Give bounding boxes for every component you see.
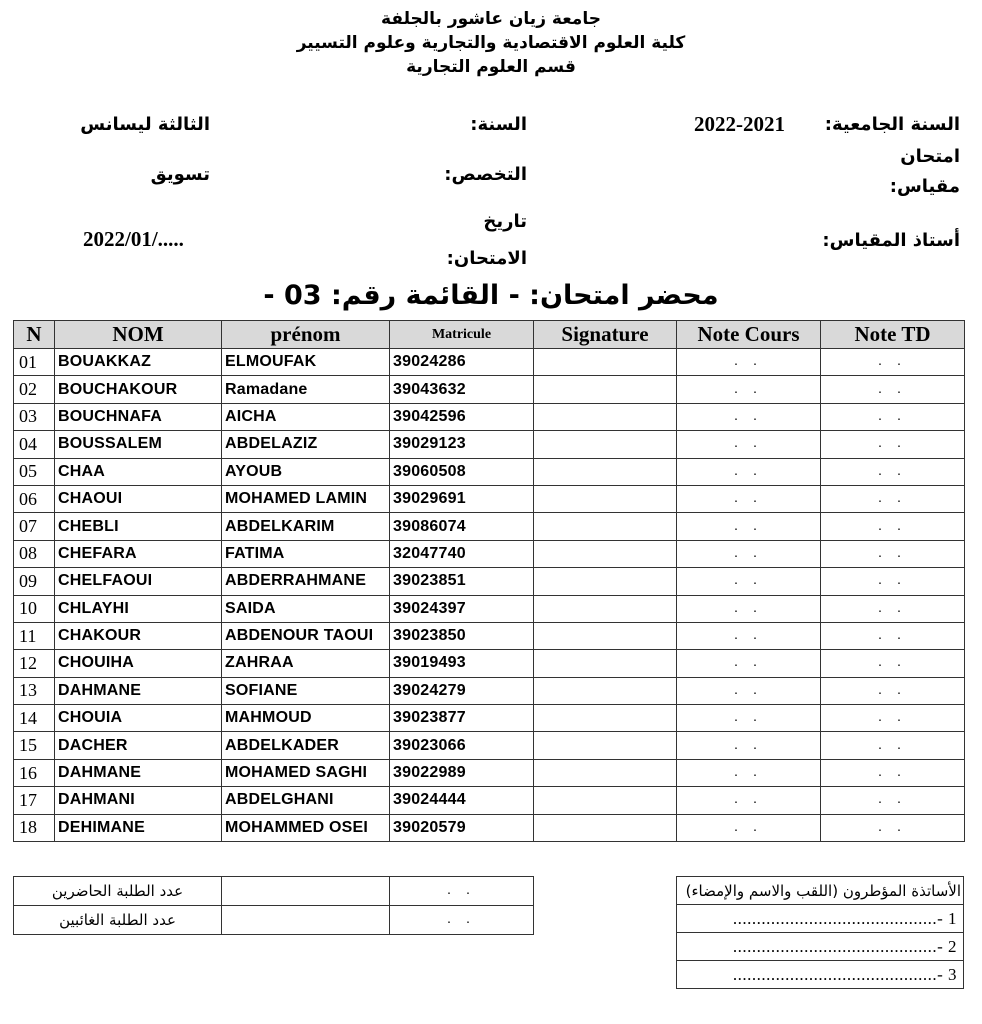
header-matricule: Matricule — [390, 321, 534, 349]
table-row — [14, 349, 965, 376]
student-first-name: SOFIANE — [222, 677, 390, 704]
note-cours-field[interactable]: . . — [677, 622, 821, 649]
student-matricule: 39043632 — [390, 376, 534, 403]
absent-count-field[interactable] — [222, 906, 390, 935]
student-matricule: 39023877 — [390, 705, 534, 732]
table-row — [14, 814, 965, 841]
header-note-td: Note TD — [821, 321, 965, 349]
exam-date-value: 2022/01/..... — [83, 227, 184, 251]
note-cours-field[interactable]: . . — [677, 540, 821, 567]
row-number: 04 — [14, 431, 55, 458]
note-td-field[interactable]: . . — [821, 787, 965, 814]
specialty-value: تسويق — [150, 164, 210, 185]
department-name: قسم العلوم التجارية — [406, 57, 576, 77]
row-number: 08 — [14, 540, 55, 567]
student-matricule: 39060508 — [390, 458, 534, 485]
note-td-field[interactable]: . . — [821, 622, 965, 649]
note-td-field[interactable]: . . — [821, 513, 965, 540]
table-row — [14, 650, 965, 677]
signature-field[interactable] — [534, 403, 677, 430]
present-label: عدد الطلبة الحاضرين — [14, 877, 222, 906]
header-nom: NOM — [55, 321, 222, 349]
note-cours-field[interactable]: . . — [677, 705, 821, 732]
row-number: 01 — [14, 349, 55, 376]
signature-field[interactable] — [534, 376, 677, 403]
note-td-field[interactable]: . . — [821, 376, 965, 403]
signature-field[interactable] — [534, 814, 677, 841]
signature-field[interactable] — [534, 759, 677, 786]
exam-date-label-line1: تاريخ — [483, 211, 527, 232]
header-n: N — [14, 321, 55, 349]
note-td-field[interactable]: . . — [821, 485, 965, 512]
student-last-name: BOUCHNAFA — [55, 403, 222, 430]
student-first-name: ABDERRAHMANE — [222, 568, 390, 595]
note-td-field[interactable]: . . — [821, 403, 965, 430]
signature-field[interactable] — [534, 595, 677, 622]
student-first-name: FATIMA — [222, 540, 390, 567]
table-row — [14, 677, 965, 704]
note-td-field[interactable]: . . — [821, 595, 965, 622]
note-cours-field[interactable]: . . — [677, 431, 821, 458]
table-row — [14, 568, 965, 595]
row-number: 15 — [14, 732, 55, 759]
note-cours-field[interactable]: . . — [677, 403, 821, 430]
student-first-name: ABDELGHANI — [222, 787, 390, 814]
module-exam-label-line1: امتحان — [900, 146, 960, 167]
student-last-name: DAHMANE — [55, 759, 222, 786]
table-row — [14, 431, 965, 458]
year-value: الثالثة ليسانس — [80, 114, 210, 135]
supervisor-line-1[interactable]: ...........................................- 1 — [677, 905, 964, 933]
table-row — [14, 622, 965, 649]
note-cours-field[interactable]: . . — [677, 732, 821, 759]
exam-date-label-line2: الامتحان: — [446, 248, 527, 269]
note-td-field[interactable]: . . — [821, 759, 965, 786]
table-row — [14, 787, 965, 814]
student-first-name: ABDELKADER — [222, 732, 390, 759]
module-exam-label-line2: مقياس: — [889, 176, 960, 197]
student-matricule: 39024279 — [390, 677, 534, 704]
row-number: 12 — [14, 650, 55, 677]
present-count-field[interactable] — [222, 877, 390, 906]
note-cours-field[interactable]: . . — [677, 513, 821, 540]
student-last-name: DAHMANE — [55, 677, 222, 704]
note-cours-field[interactable]: . . — [677, 568, 821, 595]
student-last-name: CHOUIHA — [55, 650, 222, 677]
row-number: 05 — [14, 458, 55, 485]
header-prenom: prénom — [222, 321, 390, 349]
document-title: محضر امتحان: - القائمة رقم: 03 - — [263, 280, 719, 311]
student-last-name: DACHER — [55, 732, 222, 759]
student-last-name: CHEFARA — [55, 540, 222, 567]
student-first-name: MOHAMMED OSEI — [222, 814, 390, 841]
student-matricule: 39029691 — [390, 485, 534, 512]
row-number: 03 — [14, 403, 55, 430]
supervisors-table — [676, 876, 964, 989]
row-number: 07 — [14, 513, 55, 540]
note-cours-field[interactable]: . . — [677, 759, 821, 786]
student-first-name: MAHMOUD — [222, 705, 390, 732]
signature-field[interactable] — [534, 732, 677, 759]
note-td-field[interactable]: . . — [821, 458, 965, 485]
student-matricule: 39022989 — [390, 759, 534, 786]
signature-field[interactable] — [534, 540, 677, 567]
note-td-field[interactable]: . . — [821, 677, 965, 704]
student-matricule: 39024286 — [390, 349, 534, 376]
student-first-name: MOHAMED LAMIN — [222, 485, 390, 512]
student-first-name: MOHAMED SAGHI — [222, 759, 390, 786]
student-matricule: 39020579 — [390, 814, 534, 841]
student-matricule: 39086074 — [390, 513, 534, 540]
note-td-field[interactable]: . . — [821, 431, 965, 458]
student-last-name: CHEBLI — [55, 513, 222, 540]
note-cours-field[interactable]: . . — [677, 349, 821, 376]
table-row — [14, 595, 965, 622]
note-cours-field[interactable]: . . — [677, 376, 821, 403]
table-row — [14, 705, 965, 732]
student-last-name: CHAOUI — [55, 485, 222, 512]
student-first-name: SAIDA — [222, 595, 390, 622]
present-dots: . . — [390, 877, 534, 906]
signature-field[interactable] — [534, 431, 677, 458]
note-cours-field[interactable]: . . — [677, 677, 821, 704]
table-row — [14, 403, 965, 430]
note-td-field[interactable]: . . — [821, 732, 965, 759]
student-last-name: DEHIMANE — [55, 814, 222, 841]
specialty-label: التخصص: — [444, 164, 527, 185]
note-cours-field[interactable]: . . — [677, 595, 821, 622]
note-cours-field[interactable]: . . — [677, 814, 821, 841]
note-cours-field[interactable]: . . — [677, 485, 821, 512]
student-first-name: AYOUB — [222, 458, 390, 485]
signature-field[interactable] — [534, 458, 677, 485]
absent-dots: . . — [390, 906, 534, 935]
student-first-name: ABDENOUR TAOUI — [222, 622, 390, 649]
student-last-name: CHOUIA — [55, 705, 222, 732]
row-number: 10 — [14, 595, 55, 622]
signature-field[interactable] — [534, 568, 677, 595]
student-table — [13, 320, 965, 842]
student-matricule: 39023066 — [390, 732, 534, 759]
row-number: 02 — [14, 376, 55, 403]
academic-year-label: السنة الجامعية: — [824, 114, 960, 135]
table-row — [14, 540, 965, 567]
academic-year-value: 2022-2021 — [694, 112, 785, 136]
student-matricule: 39042596 — [390, 403, 534, 430]
table-row — [14, 732, 965, 759]
signature-field[interactable] — [534, 650, 677, 677]
student-last-name: BOUCHAKOUR — [55, 376, 222, 403]
student-last-name: DAHMANI — [55, 787, 222, 814]
signature-field[interactable] — [534, 677, 677, 704]
professor-label: أستاذ المقياس: — [822, 230, 960, 251]
supervisor-line-3[interactable]: ...........................................- 3 — [677, 961, 964, 989]
note-td-field[interactable]: . . — [821, 540, 965, 567]
note-td-field[interactable]: . . — [821, 705, 965, 732]
faculty-name: كلية العلوم الاقتصادية والتجارية وعلوم التسيير — [296, 33, 686, 53]
student-first-name: AICHA — [222, 403, 390, 430]
note-td-field[interactable]: . . — [821, 650, 965, 677]
student-matricule: 39024444 — [390, 787, 534, 814]
row-number: 18 — [14, 814, 55, 841]
note-td-field[interactable]: . . — [821, 568, 965, 595]
student-first-name: ABDELKARIM — [222, 513, 390, 540]
student-matricule: 39029123 — [390, 431, 534, 458]
student-first-name: ABDELAZIZ — [222, 431, 390, 458]
signature-field[interactable] — [534, 705, 677, 732]
student-last-name: CHELFAOUI — [55, 568, 222, 595]
student-first-name: ZAHRAA — [222, 650, 390, 677]
supervisor-line-2[interactable]: ...........................................- 2 — [677, 933, 964, 961]
table-header-row — [14, 321, 965, 349]
row-number: 06 — [14, 485, 55, 512]
student-first-name: Ramadane — [222, 376, 390, 403]
note-td-field[interactable]: . . — [821, 349, 965, 376]
student-last-name: CHAKOUR — [55, 622, 222, 649]
attendance-summary-table — [13, 876, 534, 935]
table-row — [14, 759, 965, 786]
university-name: جامعة زيان عاشور بالجلفة — [381, 9, 601, 29]
student-last-name: CHAA — [55, 458, 222, 485]
absent-label: عدد الطلبة الغائبين — [14, 906, 222, 935]
year-label: السنة: — [470, 114, 527, 135]
student-matricule: 39024397 — [390, 595, 534, 622]
row-number: 13 — [14, 677, 55, 704]
signature-field[interactable] — [534, 513, 677, 540]
signature-field[interactable] — [534, 787, 677, 814]
student-matricule: 39019493 — [390, 650, 534, 677]
table-row — [14, 513, 965, 540]
signature-field[interactable] — [534, 485, 677, 512]
row-number: 14 — [14, 705, 55, 732]
header-note-cours: Note Cours — [677, 321, 821, 349]
row-number: 11 — [14, 622, 55, 649]
signature-field[interactable] — [534, 349, 677, 376]
student-last-name: CHLAYHI — [55, 595, 222, 622]
note-cours-field[interactable]: . . — [677, 650, 821, 677]
table-row — [14, 376, 965, 403]
absent-row — [14, 906, 534, 935]
student-first-name: ELMOUFAK — [222, 349, 390, 376]
student-last-name: BOUAKKAZ — [55, 349, 222, 376]
table-row — [14, 458, 965, 485]
row-number: 09 — [14, 568, 55, 595]
student-matricule: 32047740 — [390, 540, 534, 567]
row-number: 16 — [14, 759, 55, 786]
note-td-field[interactable]: . . — [821, 814, 965, 841]
signature-field[interactable] — [534, 622, 677, 649]
student-last-name: BOUSSALEM — [55, 431, 222, 458]
student-matricule: 39023850 — [390, 622, 534, 649]
student-matricule: 39023851 — [390, 568, 534, 595]
note-cours-field[interactable]: . . — [677, 458, 821, 485]
note-cours-field[interactable]: . . — [677, 787, 821, 814]
table-row — [14, 485, 965, 512]
row-number: 17 — [14, 787, 55, 814]
present-row — [14, 877, 534, 906]
supervisors-header: الأساتذة المؤطرون (اللقب والاسم والإمضاء) — [677, 877, 964, 905]
header-signature: Signature — [534, 321, 677, 349]
